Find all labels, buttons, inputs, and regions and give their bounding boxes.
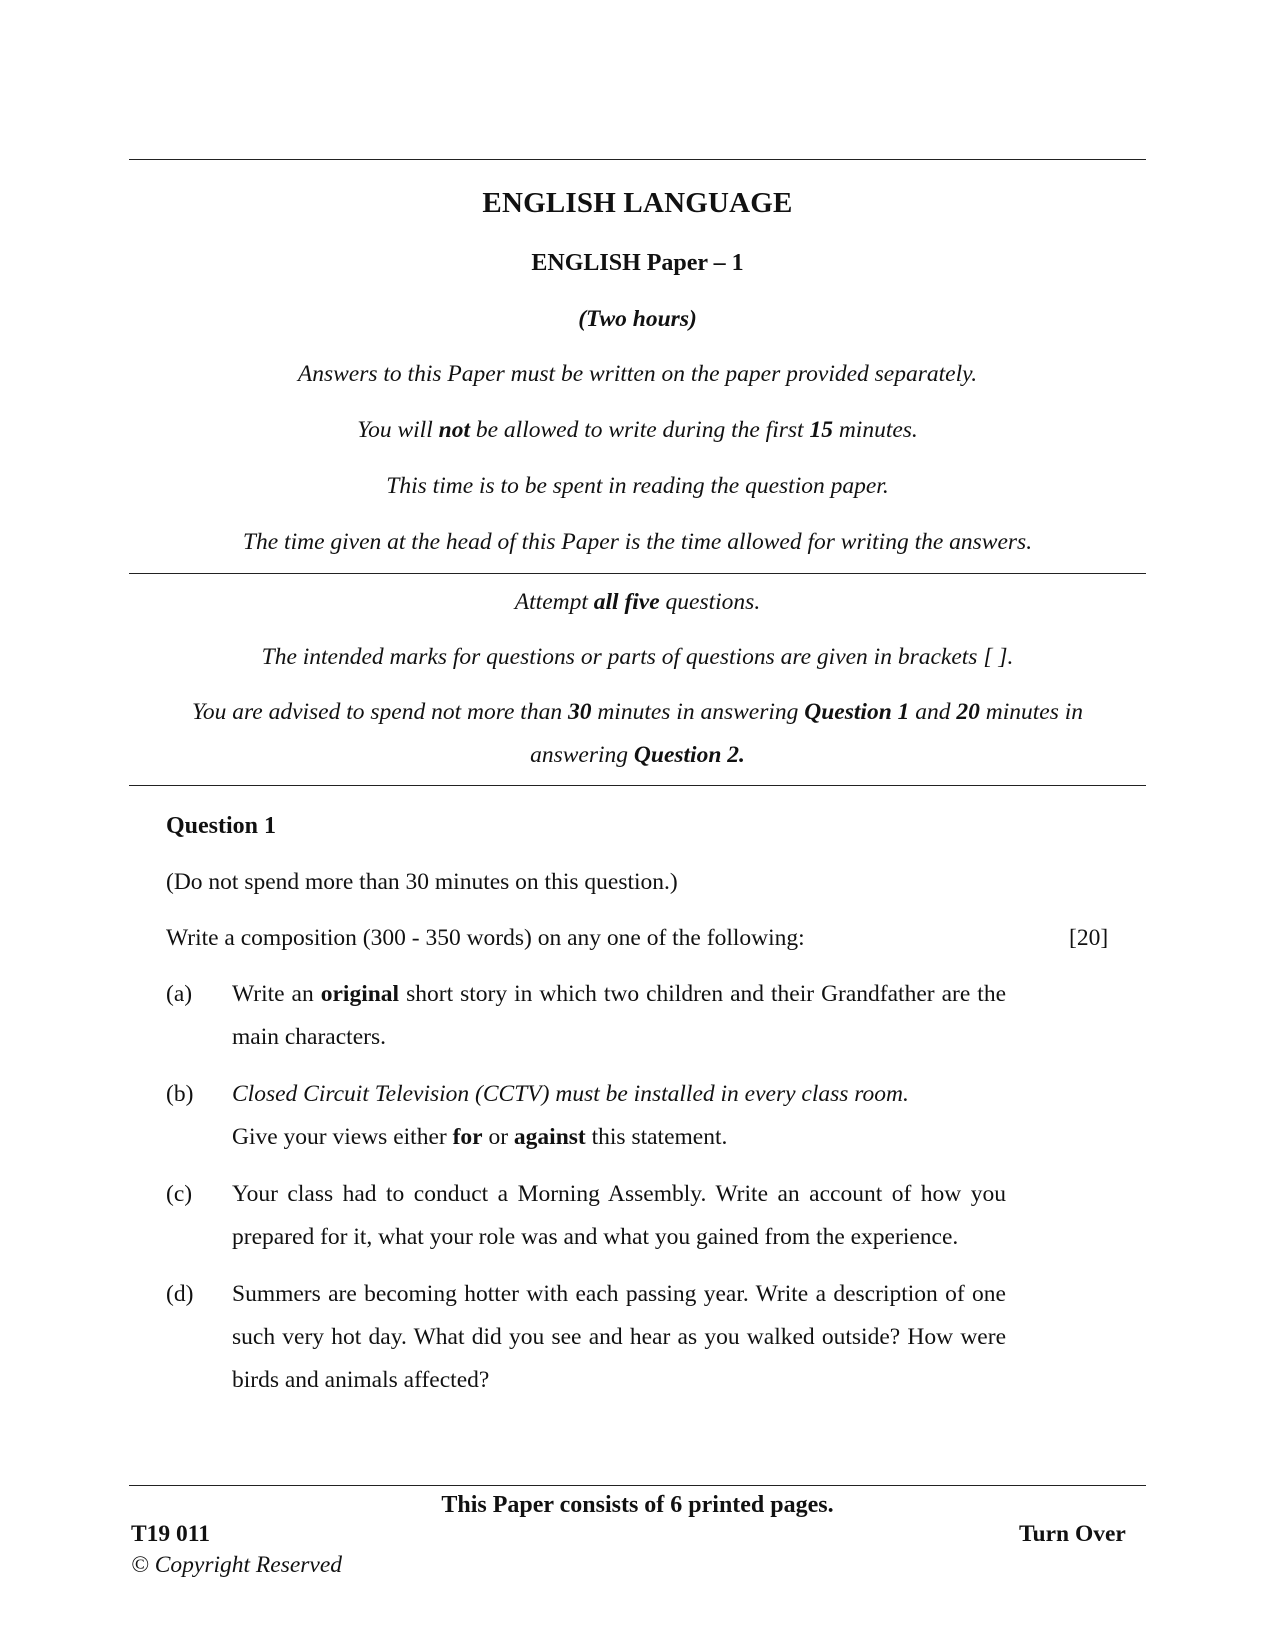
- item-text: Summers are becoming hotter with each passing year. Write a description of one such very hot day. What did you see and hear as you walked outside? How were birds and animals affected?: [232, 1281, 1006, 1393]
- list-item-a: [166, 973, 1006, 1059]
- duration: (Two hours): [578, 306, 697, 332]
- page-title: ENGLISH LANGUAGE: [482, 187, 793, 219]
- footer-rule: [129, 1485, 1146, 1486]
- item-label: (b): [166, 1081, 194, 1107]
- instructions-rule: [129, 573, 1146, 574]
- question-heading: Question 1: [166, 813, 277, 839]
- item-text: Your class had to conduct a Morning Assembly. Write an account of how you prepared for it, what your role was and what you gained from the experience.: [232, 1181, 1006, 1250]
- instruction-line-1: Answers to this Paper must be written on the paper provided separately.: [297, 361, 978, 387]
- instruction-line-3: This time is to be spent in reading the question paper.: [386, 473, 889, 499]
- item-label: (a): [166, 981, 193, 1007]
- question-prompt: Write a composition (300 - 350 words) on any one of the following:: [166, 925, 805, 951]
- attempt-line: Attempt all five questions.: [514, 589, 761, 615]
- instruction-line-2: You will not be allowed to write during the first 15 minutes.: [357, 417, 918, 443]
- instruction-line-4: The time given at the head of this Paper is the time allowed for writing the answers.: [242, 529, 1033, 555]
- item-label: (d): [166, 1281, 194, 1307]
- question-note: (Do not spend more than 30 minutes on this question.): [166, 869, 678, 895]
- list-item-b: [166, 1073, 1006, 1159]
- paper-code: T19 011: [131, 1521, 211, 1547]
- list-item-d: [166, 1273, 1006, 1402]
- list-item-c: [166, 1173, 1006, 1259]
- copyright: © Copyright Reserved: [131, 1552, 343, 1578]
- turn-over: Turn Over: [1019, 1521, 1126, 1547]
- item-text: Closed Circuit Television (CCTV) must be installed in every class room. Give your views either for or against this statement.: [232, 1081, 909, 1150]
- marks-line: The intended marks for questions or parts of questions are given in brackets [ ].: [261, 644, 1014, 670]
- advice-line-2: answering Question 2.: [530, 742, 745, 768]
- page-count: This Paper consists of 6 printed pages.: [441, 1492, 834, 1518]
- question-marks: [20]: [1069, 925, 1109, 951]
- top-rule: [129, 159, 1146, 160]
- advice-line-1: You are advised to spend not more than 30 minutes in answering Question 1 and 20 minutes in: [191, 699, 1084, 725]
- rules-rule: [129, 785, 1146, 786]
- item-text: Write an original short story in which two children and their Grandfather are the main characters.: [232, 981, 1006, 1050]
- item-label: (c): [166, 1181, 193, 1207]
- paper-subtitle: ENGLISH Paper – 1: [531, 250, 744, 276]
